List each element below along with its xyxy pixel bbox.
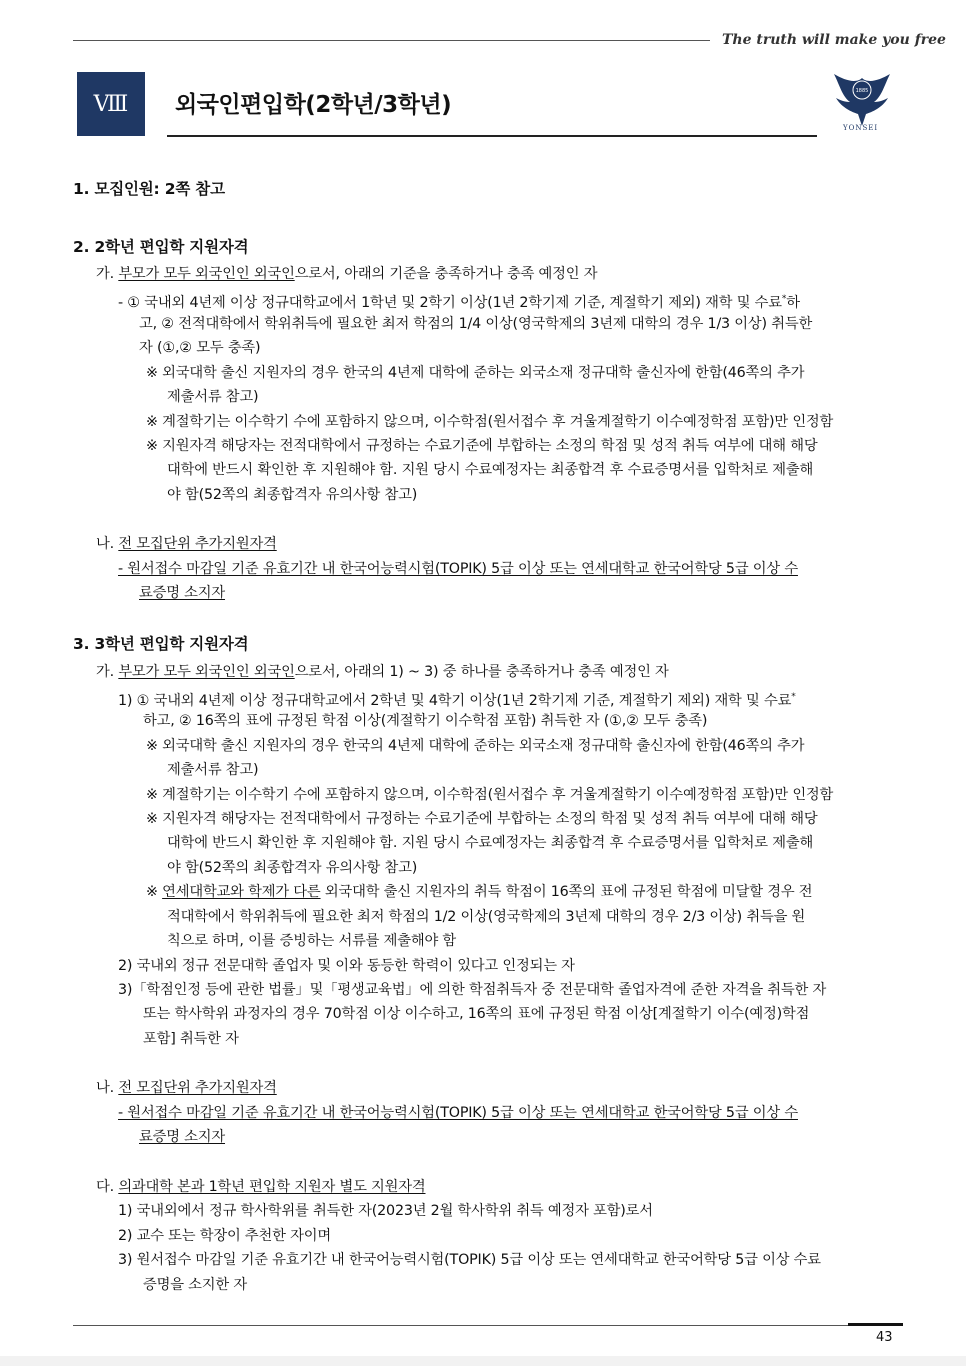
section-1-heading: 1. 모집인원: 2쪽 참고 bbox=[73, 180, 225, 198]
s3-note-2: ※ 계절학기는 이수학기 수에 포함하지 않으며, 이수학점(원서접수 후 겨울계절학기 이수예정학점 포함)만 인정함 bbox=[146, 787, 834, 803]
section-3-heading: 3. 3학년 편입학 지원자격 bbox=[73, 635, 249, 653]
s3-na-line-2: 료증명 소지자 bbox=[139, 1129, 226, 1145]
s3-note-4-line-3: 칙으로 하며, 이를 증빙하는 서류를 제출해야 함 bbox=[167, 933, 457, 949]
logo-wordmark: YONSEI bbox=[843, 124, 879, 132]
s2-note-3-line-3: 야 함(52쪽의 최종합격자 유의사항 참고) bbox=[167, 487, 418, 503]
s3-na-line-1: - 원서접수 마감일 기준 유효기간 내 한국어능력시험(TOPIK) 5급 이상 또는 연세대학교 한국어학당 5급 이상 수 bbox=[118, 1105, 798, 1121]
header-rule bbox=[73, 40, 710, 41]
s3-da-item bbox=[96, 1178, 426, 1196]
s3-note-1-line-2: 제출서류 참고) bbox=[167, 762, 259, 778]
motto: The truth will make you free bbox=[722, 32, 946, 48]
s3-item-2: 2) 국내외 정규 전문대학 졸업자 및 이와 동등한 학력이 있다고 인정되는 자 bbox=[118, 958, 575, 974]
s3-item-1-sup: * bbox=[791, 692, 796, 702]
s3-na-title: 전 모집단위 추가지원자격 bbox=[118, 1080, 277, 1096]
s3-da-item-3-line-2: 증명을 소지한 자 bbox=[143, 1277, 247, 1293]
page-number: 43 bbox=[876, 1330, 893, 1345]
s2-dash-line-1 bbox=[118, 290, 800, 312]
s2-na-line-2: 료증명 소지자 bbox=[139, 585, 226, 601]
s3-na-item bbox=[96, 1079, 277, 1097]
s3-da-item-2: 2) 교수 또는 학장이 추천한 자이며 bbox=[118, 1228, 331, 1244]
s3-na-prefix: 나. bbox=[96, 1080, 119, 1096]
s3-ga-rest: 으로서, 아래의 1) ~ 3) 중 하나를 충족하거나 충족 예정인 자 bbox=[294, 664, 669, 680]
s3-ga-item bbox=[96, 663, 669, 681]
s2-note-3-line-1: ※ 지원자격 해당자는 전적대학에서 규정하는 수료기준에 부합하는 소정의 학점 및 성적 취득 여부에 대해 해당 bbox=[146, 438, 818, 454]
s2-ga-item bbox=[96, 265, 597, 283]
chapter-badge: Ⅷ bbox=[77, 72, 145, 136]
s2-ga-rest: 으로서, 아래의 기준을 충족하거나 충족 예정인 자 bbox=[294, 266, 598, 282]
footer-rule bbox=[73, 1325, 903, 1326]
s3-da-item-3-line-1: 3) 원서접수 마감일 기준 유효기간 내 한국어능력시험(TOPIK) 5급 이상 또는 연세대학교 한국어학당 5급 이상 수료 bbox=[118, 1252, 821, 1268]
s3-da-item-1: 1) 국내외에서 정규 학사학위를 취득한 자(2023년 2월 학사학위 취득 예정자 포함)로서 bbox=[118, 1203, 653, 1219]
s3-item-1-line-2: 하고, ② 16쪽의 표에 규정된 학점 이상(계절학기 이수학점 포함) 취득한 자 (①,② 모두 충족) bbox=[143, 713, 708, 729]
s3-note-3-line-2: 대학에 반드시 확인한 후 지원해야 함. 지원 당시 수료예정자는 최종합격 후 수료증명서를 입학처로 제출해 bbox=[167, 835, 814, 851]
s3-note-4-line-1 bbox=[146, 883, 812, 901]
s2-dash-l1-end: 하 bbox=[786, 294, 800, 311]
s3-ga-underlined: 부모가 모두 외국인인 외국인 bbox=[118, 664, 295, 680]
s3-item-3-line-1: 3)「학점인정 등에 관한 법률」및「평생교육법」에 의한 학점취득자 중 전문대학 졸업자격에 준한 자격을 취득한 자 bbox=[118, 982, 827, 998]
s3-note-1-line-1: ※ 외국대학 출신 지원자의 경우 한국의 4년제 대학에 준하는 외국소재 정규대학 출신자에 한함(46쪽의 추가 bbox=[146, 738, 805, 754]
s3-ga-prefix: 가. bbox=[96, 664, 119, 680]
s2-dash-l1-sup: * bbox=[781, 294, 787, 304]
s3-da-title: 의과대학 본과 1학년 편입학 지원자 별도 지원자격 bbox=[118, 1179, 426, 1195]
s3-note-3-line-3: 야 함(52쪽의 최종합격자 유의사항 참고) bbox=[167, 860, 418, 876]
s2-note-1-line-1: ※ 외국대학 출신 지원자의 경우 한국의 4년제 대학에 준하는 외국소재 정규대학 출신자에 한함(46쪽의 추가 bbox=[146, 365, 805, 381]
s3-item-3-line-3: 포함] 취득한 자 bbox=[143, 1031, 239, 1047]
page-title: 외국인편입학(2학년/3학년) bbox=[175, 92, 452, 118]
s3-note-4-rest: 외국대학 출신 지원자의 취득 학점이 16쪽의 표에 규정된 학점에 미달할 경우 전 bbox=[320, 884, 813, 900]
s2-note-3-line-2: 대학에 반드시 확인한 후 지원해야 함. 지원 당시 수료예정자는 최종합격 후 수료증명서를 입학처로 제출해 bbox=[167, 462, 814, 478]
s2-na-line-1: - 원서접수 마감일 기준 유효기간 내 한국어능력시험(TOPIK) 5급 이상 또는 연세대학교 한국어학당 5급 이상 수 bbox=[118, 561, 798, 577]
s2-na-prefix: 나. bbox=[96, 536, 119, 552]
s3-item-3-line-2: 또는 학사학위 과정자의 경우 70학점 이상 이수하고, 16쪽의 표에 규정된 학점 이상[계절학기 이수(예정)학점 bbox=[143, 1006, 810, 1022]
s2-dash-line-2: 고, ② 전적대학에서 학위취득에 필요한 최저 학점의 1/4 이상(영국학제의 3년제 대학의 경우 1/3 이상) 취득한 bbox=[139, 316, 813, 332]
s2-na-title: 전 모집단위 추가지원자격 bbox=[118, 536, 277, 552]
s3-note-3-line-1: ※ 지원자격 해당자는 전적대학에서 규정하는 수료기준에 부합하는 소정의 학점 및 성적 취득 여부에 대해 해당 bbox=[146, 811, 818, 827]
s2-ga-prefix: 가. bbox=[96, 266, 119, 282]
s2-ga-underlined: 부모가 모두 외국인인 외국인 bbox=[118, 266, 295, 282]
s3-note-4-mark: ※ bbox=[146, 884, 163, 900]
s2-dash-line-3: 자 (①,② 모두 충족) bbox=[139, 340, 261, 356]
s3-note-4-underlined: 연세대학교와 학제가 다른 bbox=[162, 884, 321, 900]
logo-year: 1885 bbox=[855, 88, 869, 94]
s3-item-1-line-1 bbox=[118, 688, 796, 710]
section-2-heading: 2. 2학년 편입학 지원자격 bbox=[73, 238, 249, 256]
s2-na-item bbox=[96, 535, 277, 553]
s2-note-1-line-2: 제출서류 참고) bbox=[167, 389, 259, 405]
footer-page-marker bbox=[848, 1323, 903, 1326]
s3-da-prefix: 다. bbox=[96, 1179, 119, 1195]
s2-dash-l1-text: - ① 국내외 4년제 이상 정규대학교에서 1학년 및 2학기 이상(1년 2학기제 기준, 계절학기 제외) 재학 및 수료 bbox=[118, 294, 782, 311]
s3-note-4-line-2: 적대학에서 학위취득에 필요한 최저 학점의 1/2 이상(영국학제의 3년제 대학의 경우 2/3 이상) 취득을 원 bbox=[167, 909, 806, 925]
title-underline bbox=[167, 135, 817, 137]
footer-band bbox=[0, 1356, 966, 1366]
s2-note-2: ※ 계절학기는 이수학기 수에 포함하지 않으며, 이수학점(원서접수 후 겨울계절학기 이수예정학점 포함)만 인정함 bbox=[146, 414, 834, 430]
s3-item-1-l1-text: 1) ① 국내외 4년제 이상 정규대학교에서 2학년 및 4학기 이상(1년 2학기제 기준, 계절학기 제외) 재학 및 수료 bbox=[118, 692, 792, 709]
